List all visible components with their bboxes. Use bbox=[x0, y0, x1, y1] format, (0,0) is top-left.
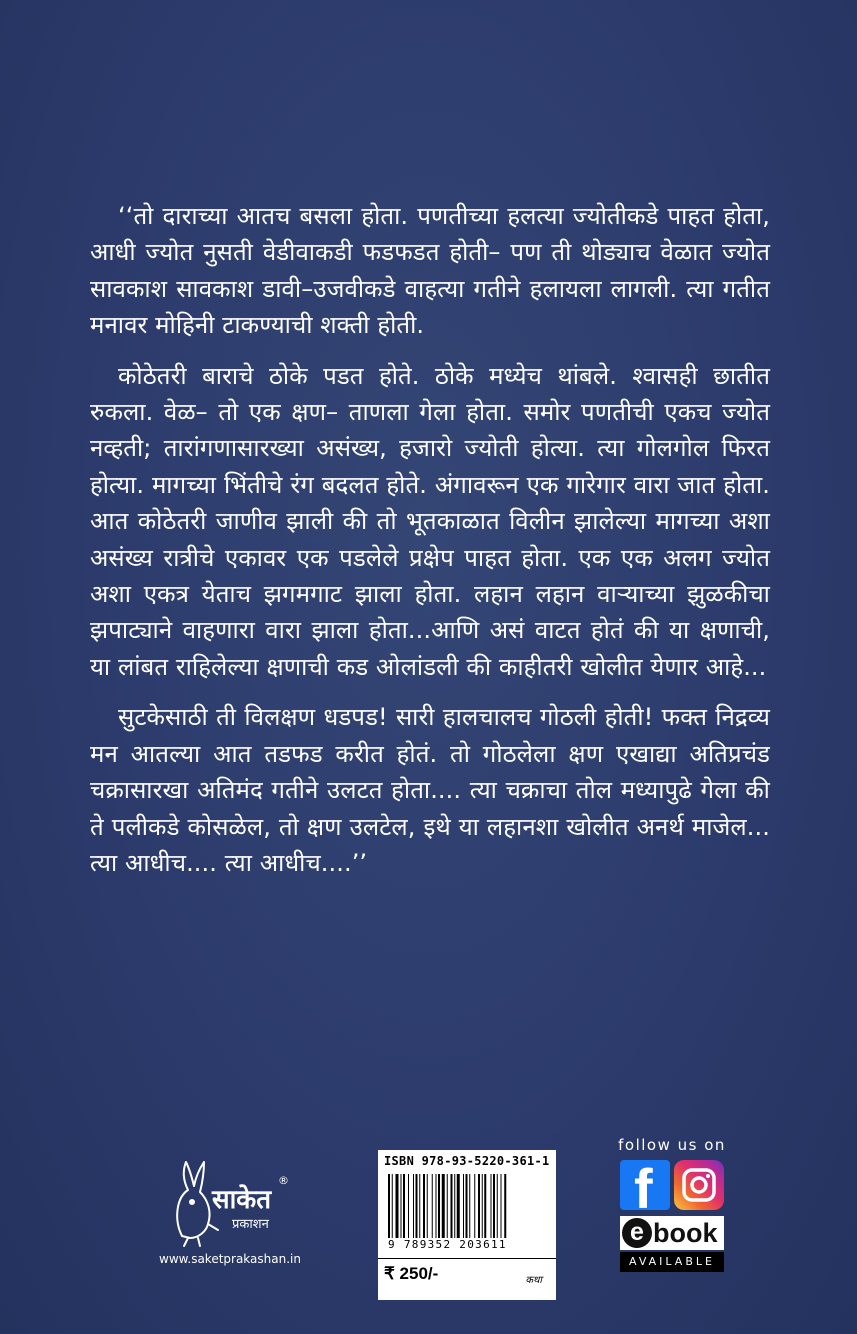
price-label: ₹ 250/- bbox=[384, 1264, 439, 1283]
blurb-paragraph-2: कोठेतरी बाराचे ठोके पडत होते. ठोके मध्येच थांबले. श्वासही छातीत रुकला. वेळ– तो एक क्षण– ताणला गेला होता. समोर पणतीची एकच ज्योत नव्हती; तारांगणासारख्या असंख्य, हजारो ज्योती होत्या. त्या गोलगोल फिरत होत्या. मागच्या भिंतीचे रंग बदलत होते. अंगावरून एक गारेगार वारा जात होता. आत कोठेतरी जाणीव झाली की तो भूतकाळात विलीन झालेल्या मागच्या अशा असंख्य रात्रीचे एकावर एक पडलेले प्रक्षेप पाहत होता. एक एक अलग ज्योत अशा एकत्र येताच झगमगाट झाला होता. लहान लहान वाऱ्याच्या झुळकीचा झपाट्याने वाहणारा वारा झाला होता...आणि असं वाटत होतं की या क्षणाची, या लांबत राहिलेल्या क्षणाची कड ओलांडली की काहीतरी खोलीत येणार आहे... bbox=[90, 361, 770, 681]
ebook-e-icon: e bbox=[622, 1218, 652, 1248]
publisher-logo bbox=[160, 1150, 300, 1250]
social-links bbox=[616, 1136, 728, 1306]
ebook-word: book bbox=[653, 1218, 718, 1248]
publisher-logo-name: साकेत bbox=[212, 1185, 272, 1215]
publisher-logo-subtext: प्रकाशन bbox=[232, 1217, 269, 1232]
available-label: AVAILABLE bbox=[620, 1252, 724, 1272]
registered-mark: ® bbox=[278, 1174, 289, 1187]
facebook-icon[interactable]: f bbox=[620, 1160, 670, 1210]
ebook-badge[interactable] bbox=[620, 1216, 724, 1250]
back-cover-blurb bbox=[90, 198, 770, 895]
back-cover-footer bbox=[0, 1130, 857, 1330]
instagram-icon[interactable] bbox=[674, 1160, 724, 1210]
isbn-label: ISBN 978-93-5220-361-1 bbox=[384, 1154, 550, 1168]
category-label: कथा bbox=[525, 1275, 542, 1286]
blurb-paragraph-3: सुटकेसाठी ती विलक्षण धडपड! सारी हालचालच गोठली होती! फक्त निद्रव्य मन आतल्या आत तडफड करीत होतं. तो गोठलेला क्षण एखाद्या अतिप्रचंड चक्रासारखा अतिमंद गतीने उलटत होता.... त्या चक्राचा तोल मध्यापुढे गेला की ते पलीकडे कोसळेल, तो क्षण उलटेल, इथे या लहानशा खोलीत अनर्थ माजेल... त्या आधीच.... त्या आधीच....’’ bbox=[90, 703, 770, 877]
isbn-barcode-box bbox=[378, 1150, 556, 1300]
price-divider bbox=[378, 1258, 556, 1259]
blurb-paragraph-1: ‘‘तो दाराच्या आतच बसला होता. पणतीच्या हलत्या ज्योतीकडे पाहत होता, आधी ज्योत नुसती वेडीवाकडी फडफडत होती– पण ती थोड्याच वेळात ज्योत सावकाश सावकाश डावी–उजवीकडे वाहत्या गतीने हलायला लागली. त्या गतीत मनावर मोहिनी टाकण्याची शक्ती होती. bbox=[90, 202, 770, 340]
publisher-website[interactable]: www.saketprakashan.in bbox=[159, 1252, 301, 1266]
barcode-bars bbox=[388, 1174, 548, 1238]
follow-us-label: follow us on bbox=[618, 1136, 726, 1154]
barcode-digits: 9 789352 203611 bbox=[388, 1238, 507, 1251]
